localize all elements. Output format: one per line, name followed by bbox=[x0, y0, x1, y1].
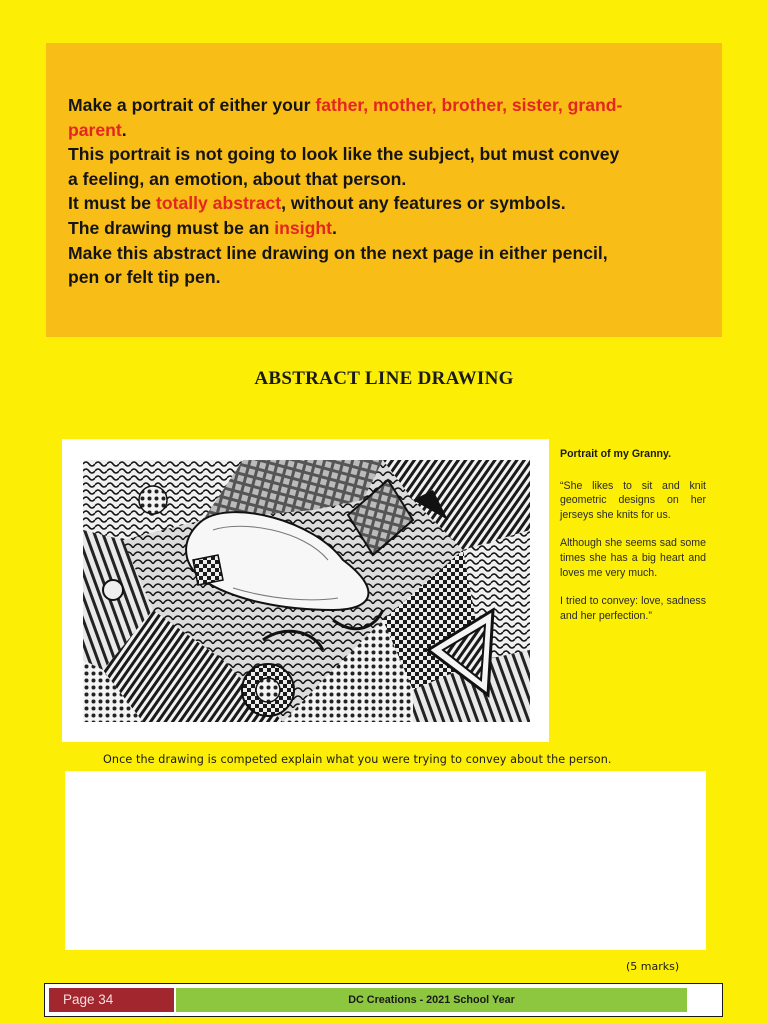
instruction-line-7: Make this abstract line drawing on the next page in either pencil, bbox=[68, 242, 608, 263]
instruction-line-3: This portrait is not going to look like the subject, but must convey bbox=[68, 144, 620, 165]
drawing-caption bbox=[560, 447, 706, 637]
instruction-line-2: parent. bbox=[68, 119, 127, 140]
footer-credit: DC Creations - 2021 School Year bbox=[176, 988, 687, 1012]
totally-abstract-highlight: totally abstract bbox=[155, 193, 282, 214]
instruction-text bbox=[68, 93, 700, 290]
section-title: ABSTRACT LINE DRAWING bbox=[254, 368, 514, 389]
insight-highlight: insight bbox=[274, 217, 332, 238]
abstract-drawing-image bbox=[83, 460, 530, 722]
page-number: Page 34 bbox=[49, 988, 174, 1012]
caption-paragraph-2: Although she seems sad some times she has a big heart and loves me very much. bbox=[560, 537, 706, 579]
instruction-line-5: It must be totally abstract, without any features or symbols. bbox=[68, 193, 566, 214]
marks-label: (5 marks) bbox=[626, 960, 680, 973]
explanation-prompt: Once the drawing is competed explain what you were trying to convey about the person. bbox=[103, 753, 612, 766]
instruction-line-6: The drawing must be an insight. bbox=[68, 217, 337, 238]
instruction-line-4: a feeling, an emotion, about that person. bbox=[68, 168, 407, 189]
drawing-frame bbox=[62, 439, 549, 742]
answer-box[interactable] bbox=[65, 771, 706, 950]
instruction-box bbox=[46, 43, 722, 337]
caption-paragraph-3: I tried to convey: love, sadness and her perfection.” bbox=[560, 595, 706, 622]
page-footer bbox=[44, 983, 723, 1017]
family-members-highlight: father, mother, brother, sister, grand- bbox=[315, 95, 623, 115]
instruction-line-1: Make a portrait of either your father, mother, brother, sister, grand- bbox=[68, 95, 623, 115]
parent-highlight: parent bbox=[68, 119, 122, 140]
caption-paragraph-1: “She likes to sit and knit geometric designs on her jerseys she knits for us. bbox=[560, 479, 706, 521]
caption-title: Portrait of my Granny. bbox=[560, 448, 672, 460]
instruction-line-8: pen or felt tip pen. bbox=[68, 267, 221, 288]
